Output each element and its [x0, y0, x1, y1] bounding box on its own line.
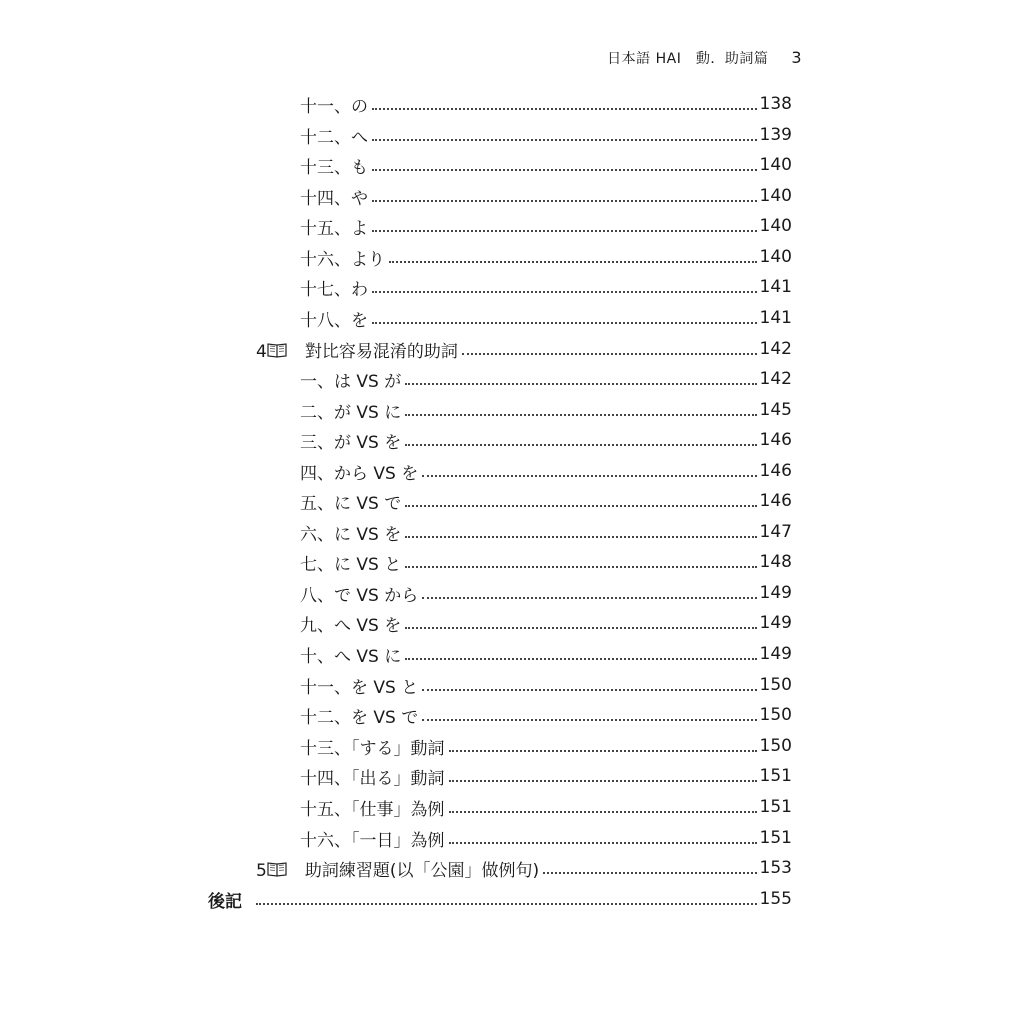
dot-leader [405, 444, 756, 446]
toc-entry-label: 十六、「一日」為例 [300, 830, 445, 851]
dot-leader [449, 811, 757, 813]
toc-entry[interactable] [300, 550, 792, 574]
toc-section-entry[interactable] [256, 856, 792, 880]
dot-leader [389, 261, 757, 263]
toc-entry[interactable] [300, 398, 792, 422]
toc-entry-page: 140 [759, 216, 792, 236]
toc-entry[interactable] [300, 306, 792, 330]
toc-entry-label: 十六、より [300, 249, 385, 270]
dot-leader [372, 291, 757, 293]
toc-entry-page: 140 [759, 155, 792, 175]
toc-top-entry[interactable] [208, 887, 792, 911]
toc-entry[interactable] [300, 153, 792, 177]
toc-entry-page: 138 [759, 94, 792, 114]
toc-entry-label: 十七、わ [300, 279, 368, 300]
toc-entry-page: 150 [759, 736, 792, 756]
toc-entry-label: 十四、や [300, 188, 368, 209]
toc-entry-label: 十二、を VS で [300, 707, 419, 728]
toc-entry-label: 七、に VS と [300, 554, 402, 575]
dot-leader [405, 414, 756, 416]
page-number: 3 [791, 48, 802, 67]
toc-entry[interactable] [300, 184, 792, 208]
toc-entry-page: 140 [759, 186, 792, 206]
toc-entry-page: 145 [759, 400, 792, 420]
toc-entry-label: 十八、を [300, 310, 368, 331]
dot-leader [405, 505, 756, 507]
toc-entry-page: 149 [759, 613, 792, 633]
toc-entry[interactable] [300, 428, 792, 452]
toc-entry-label: 十二、へ [300, 127, 368, 148]
toc-entry[interactable] [300, 214, 792, 238]
toc-entry[interactable] [300, 764, 792, 788]
toc-entry-page: 149 [759, 583, 792, 603]
toc-entry-page: 146 [759, 430, 792, 450]
dot-leader [405, 566, 756, 568]
toc-entry[interactable] [300, 520, 792, 544]
toc-entry-page: 147 [759, 522, 792, 542]
dot-leader [256, 903, 757, 905]
toc-entry[interactable] [300, 489, 792, 513]
dot-leader [422, 597, 756, 599]
toc-entry[interactable] [300, 581, 792, 605]
dot-leader [449, 750, 757, 752]
toc-entry[interactable] [300, 92, 792, 116]
toc-entry-page: 146 [759, 491, 792, 511]
toc-entry-page: 149 [759, 644, 792, 664]
dot-leader [372, 230, 757, 232]
toc-entry-label: 十一、の [300, 96, 368, 117]
toc-entry[interactable] [300, 826, 792, 850]
toc-entry[interactable] [300, 734, 792, 758]
toc-entry-label: 九、へ VS を [300, 615, 402, 636]
dot-leader [422, 475, 756, 477]
toc-entry-page: 141 [759, 277, 792, 297]
toc-entry-page: 150 [759, 675, 792, 695]
toc-section-label-group [256, 337, 458, 362]
book-icon [267, 342, 287, 358]
toc-section-label-group [256, 856, 539, 881]
toc-entry-label: 十五、「仕事」為例 [300, 799, 445, 820]
toc-entry-page: 142 [759, 369, 792, 389]
toc-entry-label: 五、に VS で [300, 493, 402, 514]
toc-entry-page: 155 [759, 889, 792, 909]
toc-entry[interactable] [300, 673, 792, 697]
toc-entry-label: 十三、「する」動詞 [300, 738, 445, 759]
book-title: 日本語 HAI 動．助詞篇 [607, 51, 769, 67]
toc-entry[interactable] [300, 611, 792, 635]
toc-entry-label: 十一、を VS と [300, 677, 419, 698]
toc-entry[interactable] [300, 642, 792, 666]
toc-entry-label: 十三、も [300, 157, 368, 178]
dot-leader [372, 322, 757, 324]
toc-entry[interactable] [300, 245, 792, 269]
toc-entry-page: 141 [759, 308, 792, 328]
toc-entry[interactable] [300, 703, 792, 727]
dot-leader [405, 536, 756, 538]
book-icon [267, 861, 287, 877]
toc-entry-label: 六、に VS を [300, 524, 402, 545]
toc-entry-page: 140 [759, 247, 792, 267]
toc-entry-page: 139 [759, 125, 792, 145]
toc-entry[interactable] [300, 275, 792, 299]
toc-entry-label: 四、から VS を [300, 463, 419, 484]
toc-entry-page: 142 [759, 339, 792, 359]
toc-entry-page: 150 [759, 705, 792, 725]
dot-leader [449, 842, 757, 844]
toc-section-label: 助詞練習題(以「公園」做例句) [304, 860, 540, 881]
dot-leader [405, 383, 756, 385]
dot-leader [372, 200, 757, 202]
toc-entry-label: 三、が VS を [300, 432, 402, 453]
toc-entry-label: 一、は VS が [300, 371, 402, 392]
toc-entry-label: 十、へ VS に [300, 646, 402, 667]
dot-leader [422, 719, 756, 721]
toc-entry-page: 153 [759, 858, 792, 878]
toc-section-label: 對比容易混淆的助詞 [304, 341, 458, 362]
dot-leader [543, 872, 756, 874]
toc-entry-label: 八、で VS から [300, 585, 419, 606]
toc-entry-label: 十四、「出る」動詞 [300, 768, 445, 789]
dot-leader [372, 108, 757, 110]
section-number: 4 [256, 341, 267, 362]
toc-entry-page: 151 [759, 766, 792, 786]
toc-entry-page: 146 [759, 461, 792, 481]
dot-leader [449, 780, 757, 782]
section-number: 5 [256, 860, 267, 881]
toc-entry-label: 二、が VS に [300, 402, 402, 423]
toc-section-entry[interactable] [256, 337, 792, 361]
toc-entry-page: 151 [759, 797, 792, 817]
toc-entry-page: 148 [759, 552, 792, 572]
toc-entry[interactable] [300, 367, 792, 391]
toc-top-label: 後記 [208, 891, 242, 912]
toc-entry[interactable] [300, 795, 792, 819]
toc-entry-page: 151 [759, 828, 792, 848]
dot-leader [405, 627, 756, 629]
dot-leader [462, 353, 757, 355]
toc-entry[interactable] [300, 459, 792, 483]
dot-leader [422, 689, 756, 691]
dot-leader [372, 169, 757, 171]
toc-entry[interactable] [300, 123, 792, 147]
dot-leader [405, 658, 756, 660]
dot-leader [372, 139, 757, 141]
toc-entry-label: 十五、よ [300, 218, 368, 239]
